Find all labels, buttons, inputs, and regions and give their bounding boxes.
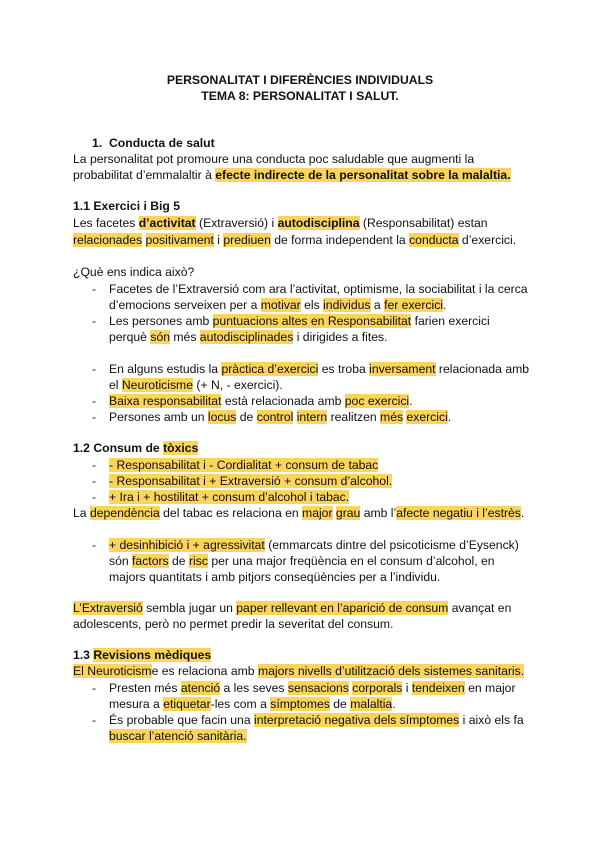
s13-bullet2-line2: buscar l’atenció sanitària. — [109, 729, 247, 743]
section1-heading: Conducta de salut — [109, 136, 215, 150]
extraversion-line2: adolescents, però no permet predir la severitat del consum. — [73, 617, 394, 631]
s1-paragraph-line2: probabilitat d’emmalaltir à efecte indirecte de la personalitat sobre la malaltia. — [73, 168, 511, 182]
bullet-dash: - — [92, 681, 97, 695]
bullet2-line1: Les persones amb puntuacions altes en Responsabilitat farien exercici — [109, 314, 490, 328]
bullet4: Baixa responsabilitat està relacionada amb poc exercici. — [109, 394, 413, 408]
bullet-dash: - — [92, 362, 97, 376]
section1-number: 1. — [92, 136, 103, 150]
doc-title-line1: PERSONALITAT I DIFERÈNCIES INDIVIDUALS — [166, 73, 434, 87]
s11-question: ¿Què ens indica això? — [73, 265, 195, 279]
s13-bullet1-line2: mesura a etiquetar-les com a símptomes de malaltia. — [109, 697, 396, 711]
doc-title-line2: TEMA 8: PERSONALITAT I SALUT. — [201, 89, 399, 103]
bullet-dash: - — [92, 314, 97, 328]
bullet1-line1: Facetes de l’Extraversió com ara l’activitat, optimisme, la sociabilitat i la cerca — [109, 282, 528, 296]
subsection-1-2-heading: 1.2 Consum de tòxics — [73, 441, 199, 455]
bullet-dash: - — [92, 410, 97, 424]
disinhibition-line2: són factors de risc per una major freqüència en el consum d’alcohol, en — [109, 554, 495, 568]
bullet-dash: - — [92, 394, 97, 408]
bullet-dash: - — [92, 490, 97, 504]
bullet5: Persones amb un locus de control intern realitzen més exercici. — [109, 410, 452, 424]
bullet3-line1: En alguns estudis la pràctica d’exercici es troba inversament relacionada amb — [109, 362, 530, 376]
s13-bullet2-line1: És probable que facin una interpretació negativa dels símptomes i això els fa — [109, 713, 524, 727]
extraversion-line1: L’Extraversió sembla jugar un paper rellevant en l’aparició de consum avançat en — [73, 601, 512, 615]
bullet3-line2: el Neuroticisme (+ N, - exercici). — [109, 378, 283, 392]
bullet-dash: - — [92, 282, 97, 296]
s12-dependence-line: La dependència del tabac es relaciona en major grau amb l’afecte negatiu i l’estrès. — [73, 506, 525, 520]
toxic-bullet1: - Responsabilitat i - Cordialitat + consum de tabac — [109, 458, 379, 472]
bullet-dash: - — [92, 458, 97, 472]
disinhibition-line3: majors quantitats i amb pitjors conseqüències per a l’individu. — [109, 570, 441, 584]
subsection-1-3-heading: 1.3 Revisions mèdiques — [73, 648, 212, 662]
bullet1-line2: d’emocions serveixen per a motivar els individus a fer exercici. — [109, 298, 447, 312]
subsection-1-1-heading: 1.1 Exercici i Big 5 — [73, 199, 181, 213]
s1-paragraph-line1: La personalitat pot promoure una conducta poc saludable que augmenti la — [73, 152, 475, 166]
s11-line1: Les facetes d’activitat (Extraversió) i autodisciplina (Responsabilitat) estan — [73, 216, 488, 230]
highlight-indirect-effect: efecte indirecte de la personalitat sobre la malaltia. — [215, 168, 511, 182]
s11-line2: relacionades positivament i prediuen de forma independent la conducta d’exercici. — [73, 233, 517, 247]
neuroticism-line: El Neuroticisme es relaciona amb majors nivells d’utilització dels sistemes sanitaris. — [73, 664, 525, 678]
toxic-bullet2: - Responsabilitat i + Extraversió + consum d’alcohol. — [109, 474, 393, 488]
s13-bullet1-line1: Presten més atenció a les seves sensacions corporals i tendeixen en major — [109, 681, 516, 695]
disinhibition-line1: + desinhibició i + agressivitat (emmarcats dintre del psicoticisme d’Eysenck) — [109, 538, 519, 552]
bullet2-line2: perquè són més autodisciplinades i dirigides a fites. — [109, 330, 388, 344]
bullet-dash: - — [92, 474, 97, 488]
bullet-dash: - — [92, 538, 97, 552]
bullet-dash: - — [92, 713, 97, 727]
toxic-bullet3: + Ira i + hostilitat + consum d’alcohol i tabac. — [109, 490, 350, 504]
